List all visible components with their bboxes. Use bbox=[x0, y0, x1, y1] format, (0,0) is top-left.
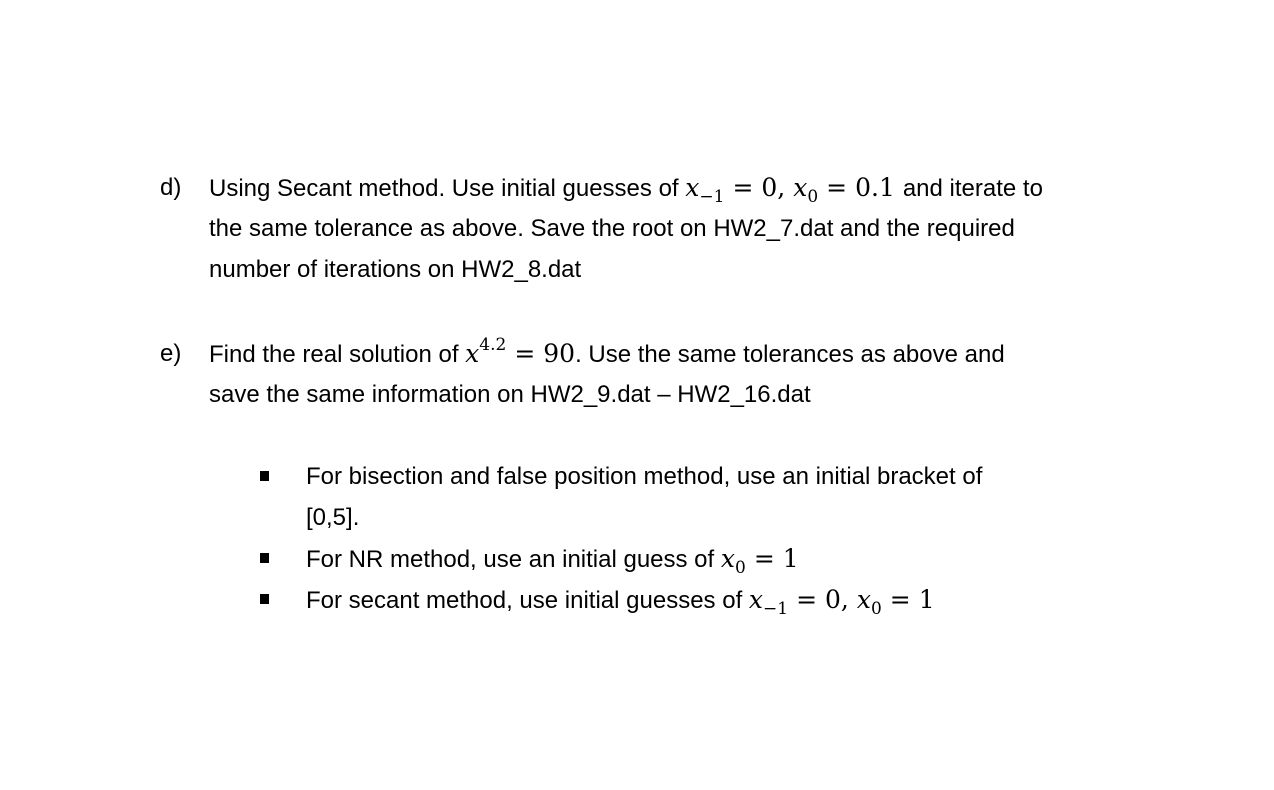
math-variable: x bbox=[856, 585, 871, 614]
math-value: 1 bbox=[918, 585, 935, 614]
item-d-line-2: the same tolerance as above. Save the root on HW2_7.dat and the required bbox=[209, 215, 1015, 242]
item-d-line-1-text: Using Secant method. Use initial guesses of bbox=[209, 175, 679, 202]
bullet-item-secant bbox=[258, 580, 1158, 621]
math-variable: x bbox=[720, 544, 735, 573]
math-subscript: 0 bbox=[807, 187, 819, 207]
square-bullet-icon bbox=[260, 594, 269, 604]
item-d-text bbox=[209, 168, 1139, 291]
math-value: 1 bbox=[782, 544, 799, 573]
math-variable: x bbox=[748, 585, 764, 614]
math-equals: = bbox=[514, 339, 536, 368]
math-value: 0.1 bbox=[855, 173, 895, 202]
math-equals: = bbox=[753, 544, 775, 573]
bullet-3-text: For secant method, use initial guesses of bbox=[306, 587, 743, 614]
math-equals: = bbox=[732, 173, 754, 202]
item-e-line-2: save the same information on HW2_9.dat – HW2_16.dat bbox=[209, 381, 811, 408]
bullet-item-nr bbox=[258, 539, 1158, 580]
bullet-2-line bbox=[306, 539, 1158, 580]
math-value: 90 bbox=[543, 339, 576, 368]
bullet-list bbox=[258, 457, 1158, 621]
square-bullet-icon bbox=[260, 471, 269, 481]
item-d-line-1-tail: and iterate to bbox=[902, 175, 1043, 202]
bullet-3-line bbox=[306, 580, 1158, 621]
item-e-line-1-text: Find the real solution of bbox=[209, 341, 459, 368]
bullet-1-line-1: For bisection and false position method, use an initial bracket of bbox=[306, 463, 983, 490]
item-e-equation-math bbox=[465, 335, 576, 368]
item-d-initial-guesses-math bbox=[685, 173, 903, 207]
math-subscript: 0 bbox=[870, 599, 882, 619]
item-marker-e: e) bbox=[160, 340, 182, 367]
bullet-1-line-2: [0,5]. bbox=[306, 504, 360, 531]
bullet-2-math bbox=[720, 544, 799, 578]
math-equals: = bbox=[889, 585, 911, 614]
square-bullet-icon bbox=[260, 553, 269, 563]
bullet-2-text: For NR method, use an initial guess of bbox=[306, 546, 715, 573]
item-d-line-3: number of iterations on HW2_8.dat bbox=[209, 256, 582, 283]
bullet-3-math bbox=[748, 585, 935, 619]
item-d-line-1 bbox=[209, 168, 1139, 209]
item-e-line-1-tail: . Use the same tolerances as above and bbox=[575, 341, 1005, 368]
math-value: 0, bbox=[761, 173, 786, 202]
math-variable: x bbox=[685, 173, 700, 202]
math-variable: x bbox=[793, 173, 808, 202]
item-e-line-1 bbox=[209, 334, 1139, 375]
bullet-item-bracket bbox=[258, 457, 1158, 539]
math-variable: x bbox=[465, 339, 480, 368]
math-equals: = bbox=[796, 585, 818, 614]
math-subscript: 0 bbox=[734, 558, 746, 578]
item-e-text bbox=[209, 334, 1139, 416]
math-subscript: −1 bbox=[699, 187, 725, 207]
item-marker-d: d) bbox=[160, 174, 182, 201]
math-subscript: −1 bbox=[763, 599, 789, 619]
math-exponent: 4.2 bbox=[479, 335, 507, 355]
math-equals: = bbox=[826, 173, 848, 202]
math-value: 0, bbox=[825, 585, 849, 614]
